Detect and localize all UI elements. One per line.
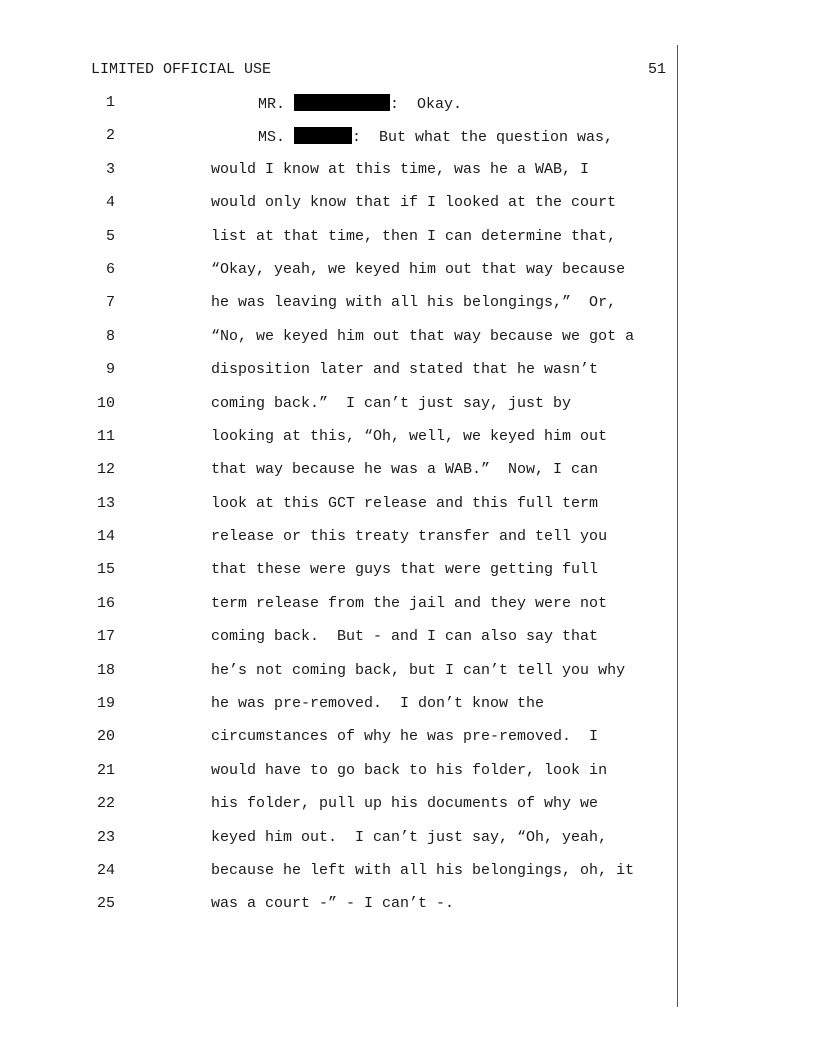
- line-number: 4: [105, 194, 115, 212]
- line-text: disposition later and stated that he wasn’t: [211, 361, 599, 379]
- transcript-line: [0, 693, 680, 726]
- line-number: 13: [96, 494, 115, 512]
- redaction-box: [294, 127, 352, 144]
- line-number: 25: [96, 895, 115, 913]
- line-text: look at this GCT release and this full term: [211, 494, 599, 512]
- line-text: he was leaving with all his belongings,” Or,: [211, 294, 617, 312]
- line-text: keyed him out. I can’t just say, “Oh, yeah,: [211, 828, 608, 846]
- speaker-line: [258, 127, 613, 146]
- line-number: 19: [96, 695, 115, 713]
- line-number: 6: [105, 260, 115, 278]
- line-number: 22: [96, 795, 115, 813]
- line-number: 7: [105, 294, 115, 312]
- transcript-line: [0, 259, 680, 292]
- transcript-line: [0, 92, 680, 125]
- line-text: coming back. But - and I can also say that: [211, 628, 599, 646]
- line-number: 23: [96, 828, 115, 846]
- line-number: 21: [96, 761, 115, 779]
- line-text: his folder, pull up his documents of why we: [211, 795, 599, 813]
- transcript-line: [0, 226, 680, 259]
- line-text: he was pre-removed. I don’t know the: [211, 695, 545, 713]
- transcript-line: [0, 660, 680, 693]
- transcript-line: [0, 760, 680, 793]
- line-text: looking at this, “Oh, well, we keyed him out: [211, 427, 608, 445]
- line-text: he’s not coming back, but I can’t tell you why: [211, 661, 626, 679]
- line-number: 14: [96, 528, 115, 546]
- transcript-line: [0, 726, 680, 759]
- speaker-line: [258, 94, 462, 113]
- transcript-line: [0, 359, 680, 392]
- line-text: that these were guys that were getting full: [211, 561, 599, 579]
- line-number: 3: [105, 160, 115, 178]
- line-text: coming back.” I can’t just say, just by: [211, 394, 572, 412]
- transcript-line: [0, 626, 680, 659]
- line-number: 17: [96, 628, 115, 646]
- transcript-line: [0, 125, 680, 158]
- speaker-text: : Okay.: [390, 96, 463, 113]
- line-text: list at that time, then I can determine that,: [211, 227, 617, 245]
- page-number: 51: [647, 61, 666, 78]
- line-text: circumstances of why he was pre-removed. I: [211, 728, 599, 746]
- transcript-body: [0, 92, 680, 927]
- line-text: “Okay, yeah, we keyed him out that way because: [211, 260, 626, 278]
- redaction-box: [294, 94, 390, 111]
- line-text: that way because he was a WAB.” Now, I can: [211, 461, 599, 479]
- line-text: would I know at this time, was he a WAB, I: [211, 160, 590, 178]
- speaker-prefix: MS.: [258, 129, 295, 147]
- speaker-text: : But what the question was,: [352, 129, 614, 147]
- line-text: would have to go back to his folder, look in: [211, 761, 608, 779]
- transcript-line: [0, 426, 680, 459]
- line-number: 8: [105, 327, 115, 345]
- line-text: “No, we keyed him out that way because we got a: [211, 327, 635, 345]
- line-text: was a court -” - I can’t -.: [211, 895, 455, 913]
- classification-header: LIMITED OFFICIAL USE: [91, 61, 272, 78]
- line-number: 12: [96, 461, 115, 479]
- line-number: 15: [96, 561, 115, 579]
- line-number: 24: [96, 861, 115, 879]
- line-number: 9: [105, 361, 115, 379]
- line-number: 1: [105, 94, 115, 111]
- transcript-line: [0, 860, 680, 893]
- line-text: because he left with all his belongings, oh, it: [211, 861, 635, 879]
- line-number: 5: [105, 227, 115, 245]
- line-text: would only know that if I looked at the court: [211, 194, 617, 212]
- line-number: 11: [96, 427, 115, 445]
- transcript-line: [0, 793, 680, 826]
- line-number: 18: [96, 661, 115, 679]
- transcript-line: [0, 393, 680, 426]
- transcript-line: [0, 893, 680, 926]
- line-number: 10: [96, 394, 115, 412]
- transcript-line: [0, 159, 680, 192]
- transcript-line: [0, 192, 680, 225]
- transcript-line: [0, 559, 680, 592]
- transcript-line: [0, 493, 680, 526]
- transcript-line: [0, 459, 680, 492]
- transcript-line: [0, 292, 680, 325]
- line-number: 20: [96, 728, 115, 746]
- line-text: release or this treaty transfer and tell you: [211, 528, 608, 546]
- transcript-line: [0, 526, 680, 559]
- transcript-line: [0, 326, 680, 359]
- line-number: 16: [96, 594, 115, 612]
- transcript-line: [0, 827, 680, 860]
- transcript-line: [0, 593, 680, 626]
- speaker-prefix: MR.: [258, 96, 295, 113]
- line-text: term release from the jail and they were not: [211, 594, 608, 612]
- line-number: 2: [105, 127, 115, 145]
